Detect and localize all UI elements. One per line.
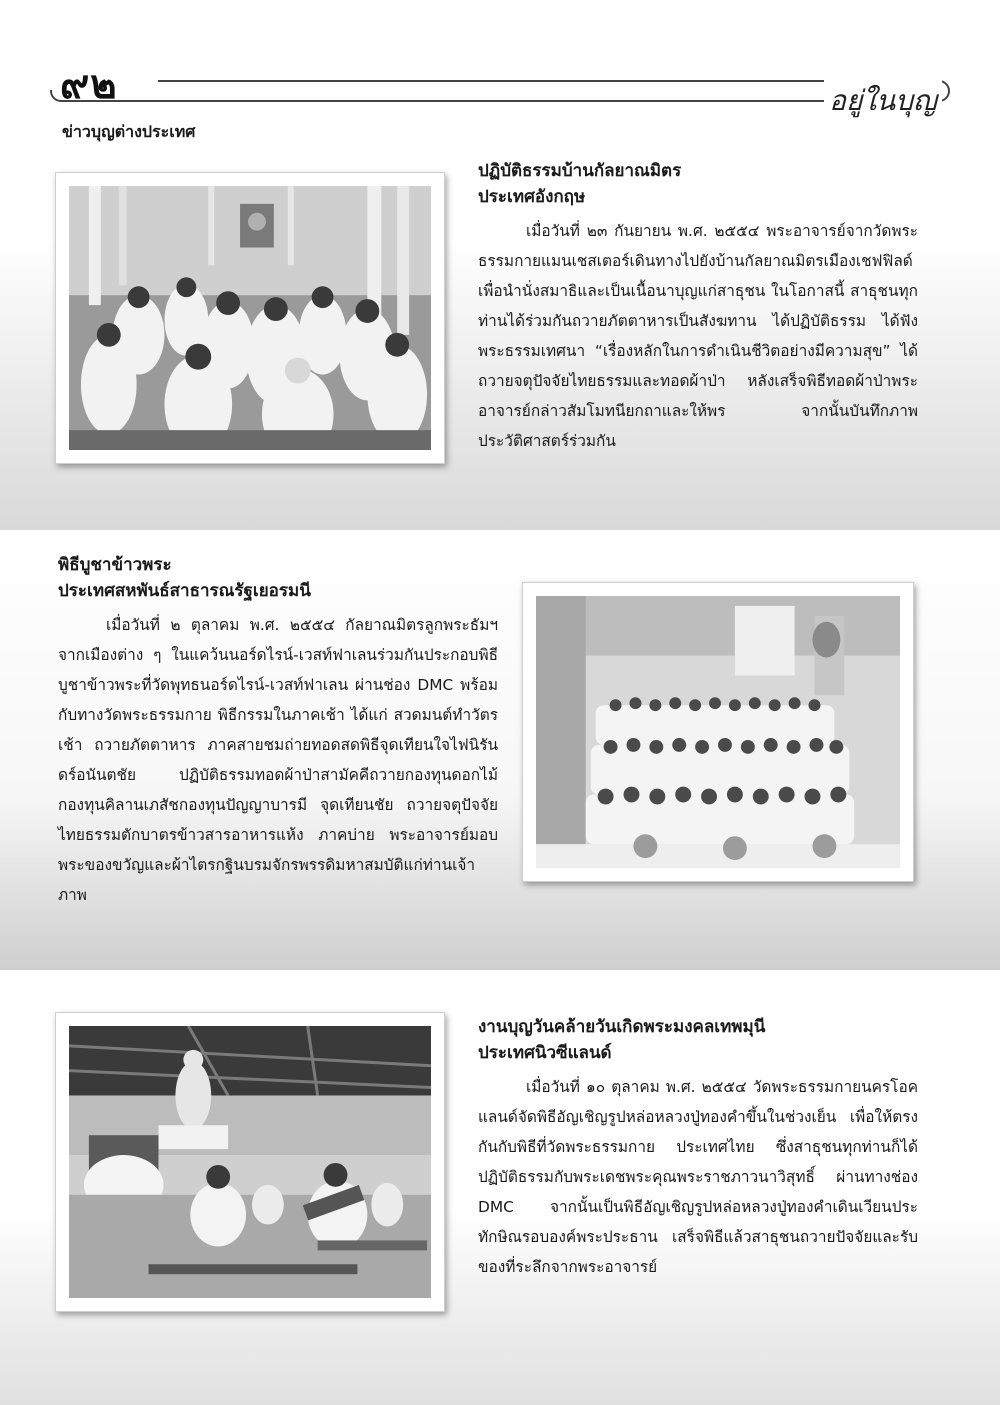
article-title-line-1: ปฏิบัติธรรมบ้านกัลยาณมิตร bbox=[478, 161, 682, 181]
article-body: เมื่อวันที่ ๒ ตุลาคม พ.ศ. ๒๕๕๔ กัลยาณมิตรลูกพระธัมฯ จากเมืองต่าง ๆ ในแคว้นนอร์ดไรน์-เวสท์ฟาเลนร่วมกันประกอบพิธีบูชาข้าวพระที่วัดพุทธนอร์ดไรน์-เวสท์ฟาเลน ผ่านช่อง DMC พร้อมกับทางวัดพระธรรมกาย พิธีกรรมในภาคเช้า ได้แก่ สวดมนต์ทำวัตรเช้า ถวายภัตตาหาร ภาคสายชมถ่ายทอดสดพิธีจุดเทียนใจไฟนิรันดร์อนันตชัย ปฏิบัติธรรมทอดผ้าป่าสามัคคีถวายกองทุนดอกไม้ กองทุนคิลานเภสัชกองทุนปัญญาบารมี จุดเทียนชัย ถวายจตุปัจจัยไทยธรรมตักบาตรข้าวสารอาหารแห้ง ภาคบ่าย พระอาจารย์มอบพระของขวัญและผ้าไตรกฐินบรมจักรพรรดิมหาสมบัติแก่ท่านเจ้าภาพ bbox=[58, 616, 498, 904]
article-england bbox=[478, 158, 918, 456]
page-number: ๙๒ bbox=[60, 61, 118, 108]
photo-england-image bbox=[69, 186, 431, 450]
photo-england-group bbox=[55, 172, 445, 464]
article-body: เมื่อวันที่ ๒๓ กันยายน พ.ศ. ๒๕๕๔ พระอาจารย์จากวัดพระธรรมกายแมนเชสเตอร์เดินทางไปยังบ้านกัลยาณมิตรเมืองเชฟฟิลด์ เพื่อนำนั่งสมาธิและเป็นเนื้อนาบุญแก่สาธุชน ในโอกาสนี้ สาธุชนทุกท่านได้ร่วมกันถวายภัตตาหารเป็นสังฆทาน ได้ปฏิบัติธรรม ได้ฟังพระธรรมเทศนา “เรื่องหลักในการดำเนินชีวิตอย่างมีความสุข” ได้ถวายจตุปัจจัยไทยธรรมและทอดผ้าป่า หลังเสร็จพิธีทอดผ้าป่าพระอาจารย์กล่าวสัมโมทนียกถาและให้พร จากนั้นบันทึกภาพประวัติศาสตร์ร่วมกัน bbox=[478, 222, 918, 450]
article-body: เมื่อวันที่ ๑๐ ตุลาคม พ.ศ. ๒๕๕๔ วัดพระธรรมกายนครโอคแลนด์จัดพิธีอัญเชิญรูปหล่อหลวงปู่ทองคำขึ้นในช่วงเย็น เพื่อให้ตรงกันกับพิธีที่วัดพระธรรมกาย ประเทศไทย ซึ่งสาธุชนทุกท่านก็ได้ปฏิบัติธรรมกับพระเดชพระคุณพระราชภาวนาวิสุทธิ์ ผ่านทางช่อง DMC จากนั้นเป็นพิธีอัญเชิญรูปหล่อหลวงปู่ทองคำเดินเวียนประทักษิณรอบองค์พระประธาน เสร็จพิธีแล้วสาธุชนถวายปัจจัยและรับของที่ระลึกจากพระอาจารย์ bbox=[478, 1078, 918, 1276]
section-label: ข่าวบุญต่างประเทศ bbox=[62, 122, 196, 141]
photo-new-zealand-image bbox=[69, 1026, 431, 1298]
article-title-line-2: ประเทศสหพันธ์สาธารณรัฐเยอรมนี bbox=[58, 581, 311, 601]
photo-germany-image bbox=[536, 596, 900, 868]
article-title-line-1: งานบุญวันคล้ายวันเกิดพระมงคลเทพมุนี bbox=[478, 1017, 766, 1037]
photo-germany-group bbox=[522, 582, 914, 882]
article-title-line-1: พิธีบูชาข้าวพระ bbox=[58, 555, 172, 575]
article-title-line-2: ประเทศอังกฤษ bbox=[478, 187, 586, 207]
header-rule bbox=[50, 80, 950, 102]
article-title bbox=[58, 552, 498, 604]
article-germany bbox=[58, 552, 498, 910]
magazine-logo bbox=[824, 80, 942, 122]
magazine-logo-text: อยู่ในบุญ bbox=[829, 84, 937, 117]
article-title-line-2: ประเทศนิวซีแลนด์ bbox=[478, 1043, 612, 1063]
article-title bbox=[478, 158, 918, 210]
article-new-zealand bbox=[478, 1014, 918, 1282]
article-title bbox=[478, 1014, 918, 1066]
photo-new-zealand-hall bbox=[55, 1012, 445, 1312]
